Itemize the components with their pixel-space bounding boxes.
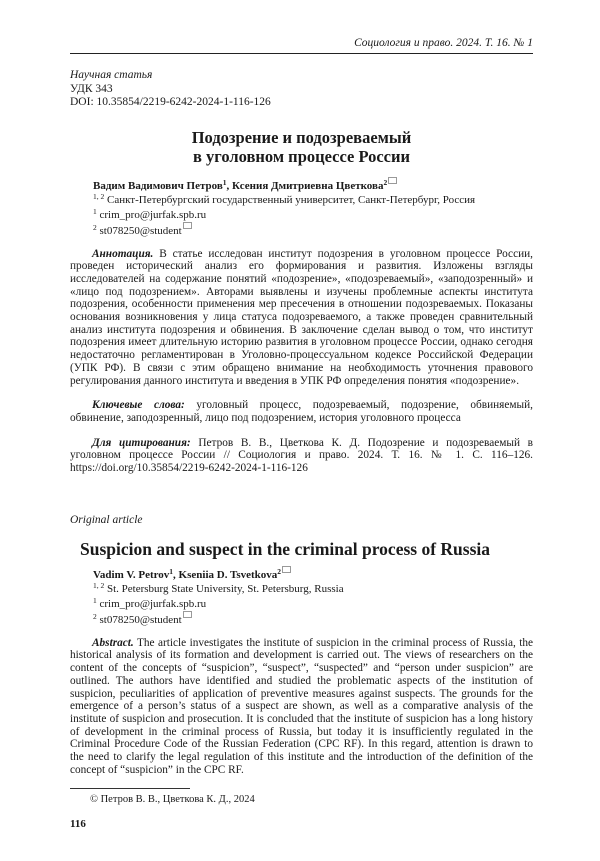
page-number: 116 [70,818,533,831]
citation-label: Для цитирования: [92,437,191,449]
email-link[interactable]: st078250@student [100,225,182,237]
affiliation-sup: 1, 2 [93,581,104,590]
author-name: Vadim V. Petrov [93,569,169,581]
affiliation-sup: 1, 2 [93,192,104,201]
envelope-icon [388,177,397,184]
title-ru-line1: Подозрение и подозреваемый [70,128,533,148]
abstract-label: Аннотация. [92,248,153,260]
author-sup: 2 [383,178,387,187]
page [70,36,533,831]
authors-en: Vadim V. Petrov1, Kseniia D. Tsvetkova2 1, 2 St. Petersburg State University, St. Petersburg, Russia 1 crim_pro@jurfak.spb.ru 2 st078250@student [70,566,533,628]
authors-ru: Вадим Вадимович Петров1, Ксения Дмитриевна Цветкова2 1, 2 Санкт-Петербургский государственный университет, Санкт-Петербург, Россия 1 crim_pro@jurfak.spb.ru 2 st078250@student [70,177,533,239]
footnote-rule [70,788,190,789]
keywords-ru [70,399,533,424]
envelope-icon [183,222,192,229]
author-name: Ксения Дмитриевна Цветкова [232,180,383,192]
title-ru [70,128,533,167]
email-sup: 1 [93,596,97,605]
doi[interactable]: DOI: 10.35854/2219-6242-2024-1-116-126 [70,96,533,110]
article-meta [70,69,533,110]
running-header: Социология и право. 2024. Т. 16. № 1 [70,36,533,50]
citation-text: Петров В. В., Цветкова К. Д. Подозрение и подозреваемый в уголовном процессе России // Социология и право. 2024. Т. 16. № 1. С. 116–126. https://doi.org/10.35854/2219-6242-2024-1-116-126 [70,437,533,474]
affiliation: St. Petersburg State University, St. Petersburg, Russia [107,583,344,595]
email-sup: 2 [93,223,97,232]
abstract-text: В статье исследован институт подозрения в уголовном процессе России, проведен исторический анализ его формирования и развития. Изложены взгляды исследователей на содержание понятий «подозрение», «подозреваемый», «заподозренный» и «лицо под подозрением». Авторами выявлены и изучены проблемные аспекты института подозрения, особенности применения мер пресечения в отношении подозреваемых. Показаны основания возникновения у лица статуса подозреваемого, а также проведен сравнительный анализ института подозрения и обвинения. В заключение сделан вывод о том, что институт подозрения имеет длительную историю развития в уголовном процессе России, однако сегодня недостаточно регламентирован в Уголовно-процессуальном кодексе Российской Федерации (УПК РФ). В связи с этим обращено внимание на необходимость уточнения правового регулирования данного института и введения в УПК РФ определения понятия «подозрение». [70,248,533,387]
abstract-label: Abstract. [92,637,134,649]
author-sup: 1 [169,567,173,576]
title-en: Suspicion and suspect in the criminal process of Russia [70,539,533,560]
author-sup: 2 [277,567,281,576]
header-rule [70,53,533,54]
citation-ru [70,437,533,475]
affiliation: Санкт-Петербургский государственный университет, Санкт-Петербург, Россия [107,194,475,206]
keywords-label: Ключевые слова: [92,399,185,411]
abstract-ru [70,248,533,388]
abstract-en [70,637,533,777]
author-name: Kseniia D. Tsvetkova [179,569,278,581]
copyright: © Петров В. В., Цветкова К. Д., 2024 [70,793,533,806]
abstract-text: The article investigates the institute of suspicion in the criminal process of Russia, the historical analysis of its formation and development is carried out. The views of researchers on the content of the concepts of “suspicion”, “suspect”, “suspected” and “person under suspicion” are outlined. The authors have identified and studied the problematic aspects of the institution of suspicion, peculiarities of application of preventive measures against suspects. The grounds for the emergence of a person’s status of a suspect are shown, as well as a comparative analysis of the institute of suspicion and prosecution. It is concluded that the institute of suspicion has a long history of development in the criminal process of Russia, but today it is insufficiently regulated in the Criminal Procedure Code of the Russian Federation (CPC RF). In this regard, attention is drawn to the need to clarify the legal regulation of this institute and the introduction of the definition of the concept of “suspicion” in the CPC RF. [70,637,533,776]
email-link[interactable]: crim_pro@jurfak.spb.ru [100,598,207,610]
email-link[interactable]: crim_pro@jurfak.spb.ru [100,209,207,221]
keywords-text: уголовный процесс, подозреваемый, подозрение, обвиняемый, обвинение, заподозренный, лицо под подозрением, история уголовного процесса [70,399,533,424]
email-link[interactable]: st078250@student [100,614,182,626]
title-ru-line2: в уголовном процессе России [70,147,533,167]
envelope-icon [183,611,192,618]
udk: УДК 343 [70,83,533,97]
email-sup: 2 [93,612,97,621]
article-type-en: Original article [70,513,533,527]
email-sup: 1 [93,207,97,216]
envelope-icon [282,566,291,573]
article-type: Научная статья [70,69,533,83]
author-name: Вадим Вадимович Петров [93,180,223,192]
author-sup: 1 [223,178,227,187]
